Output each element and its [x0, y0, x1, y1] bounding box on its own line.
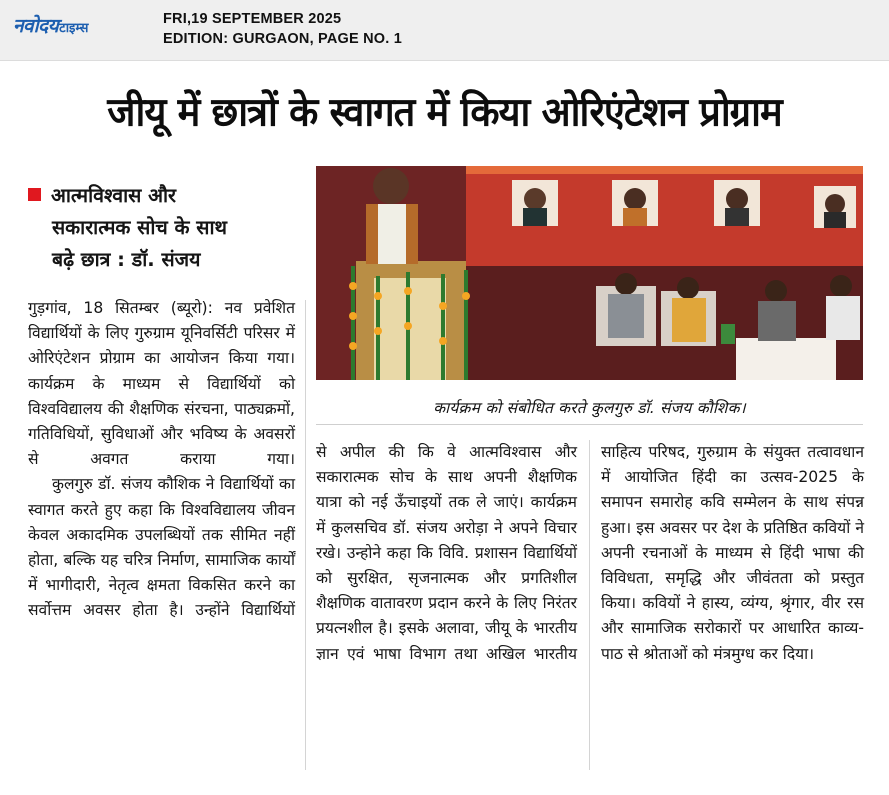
newspaper-logo: [13, 12, 89, 37]
photo-caption: कार्यक्रम को संबोधित करते कुलगुरु डॉ. संजय कौशिक।: [433, 399, 746, 417]
headline: जीयू में छात्रों के स्वागत में किया ओरिएंटेशन प्रोग्राम: [107, 88, 782, 136]
subhead-line-3: बढ़े छात्र : डॉ. संजय: [52, 248, 201, 271]
masthead-bar: [0, 0, 889, 61]
red-square-bullet-icon: [28, 188, 41, 201]
article-column-3: [601, 440, 864, 667]
paragraph-dateline: गुड़गांव, 18 सितम्बर (ब्यूरो): नव प्रवेशित विद्यार्थियों के लिए गुरुग्राम यूनिवर्सिटी परिसर में ओरिएंटेशन प्रोग्राम का आयोजन किया गया। कार्यक्रम के माध्यम से विद्यार्थियों को विश्वविद्यालय की शैक्षणिक संरचना, पाठ्यक्रमों, गतिविधियों, सुविधाओं और भविष्य के अवसरों से अवगत कराया गया।: [28, 299, 295, 469]
subhead-line-2: सकारात्मक सोच के साथ: [52, 216, 228, 239]
subhead-line-1: आत्मविश्वास और: [51, 184, 177, 207]
edition-info: [163, 9, 402, 49]
column-divider: [305, 300, 306, 770]
article-column-1: [28, 296, 295, 624]
article-column-2: [316, 440, 577, 667]
edition-page: EDITION: GURGAON, PAGE NO. 1: [163, 31, 402, 47]
column-divider-2: [589, 440, 590, 770]
logo-main: नवोदय: [13, 15, 59, 37]
paragraph-vc-quote: कुलगुरु डॉ. संजय कौशिक ने विद्यार्थियों का स्वागत करते हुए कहा कि विश्वविद्यालय जीवन केवल अकादमिक उपलब्धियों तक सीमित नहीं होता, बल्कि यह चरित्र निर्माण, सामाजिक कार्यों में भागीदारी, नेतृत्व क्षमता विकसित करने का सर्वोत्तम अवसर होता है। उन्होंने विद्यार्थियों: [28, 475, 295, 620]
stage-photo-illustration: [316, 166, 863, 380]
issue-date: FRI,19 SEPTEMBER 2025: [163, 11, 342, 27]
caption-rule: [316, 424, 863, 425]
event-photo: [316, 166, 863, 380]
logo-sub: टाइम्स: [59, 21, 89, 36]
paragraph-column-3: साहित्य परिषद, गुरुग्राम के संयुक्त तत्वावधान में आयोजित हिंदी का उत्सव-2025 के समापन समारोह कवि सम्मेलन के साथ संपन्न हुआ। इस अवसर पर देश के प्रतिष्ठित कवियों ने अपनी रचनाओं के माध्यम से हिंदी भाषा की विविधता, समृद्धि और जीवंतता को प्रस्तुत किया। कवियों ने हास्य, व्यंग्य, श्रृंगार, वीर रस और सामाजिक सरोकारों पर आधारित काव्य-पाठ से श्रोताओं को मंत्रमुग्ध कर दिया।: [601, 443, 864, 663]
paragraph-column-2: से अपील की कि वे आत्मविश्वास और सकारात्मक सोच के साथ अपनी शैक्षणिक यात्रा को नई ऊँचाइयों तक ले जाएं। कार्यक्रम में कुलसचिव डॉ. संजय अरोड़ा ने अपने विचार रखे। उन्होने कहा कि विवि. प्रशासन विद्यार्थियों को सुरक्षित, सृजनात्मक और प्रगतिशील शैक्षणिक वातावरण प्रदान करने के लिए निरंतर प्रयत्नशील है। इसके अलावा, जीयू के भारतीय ज्ञान एवं भाषा विभाग तथा अखिल भारतीय: [316, 443, 577, 663]
subheadline: [28, 180, 298, 276]
